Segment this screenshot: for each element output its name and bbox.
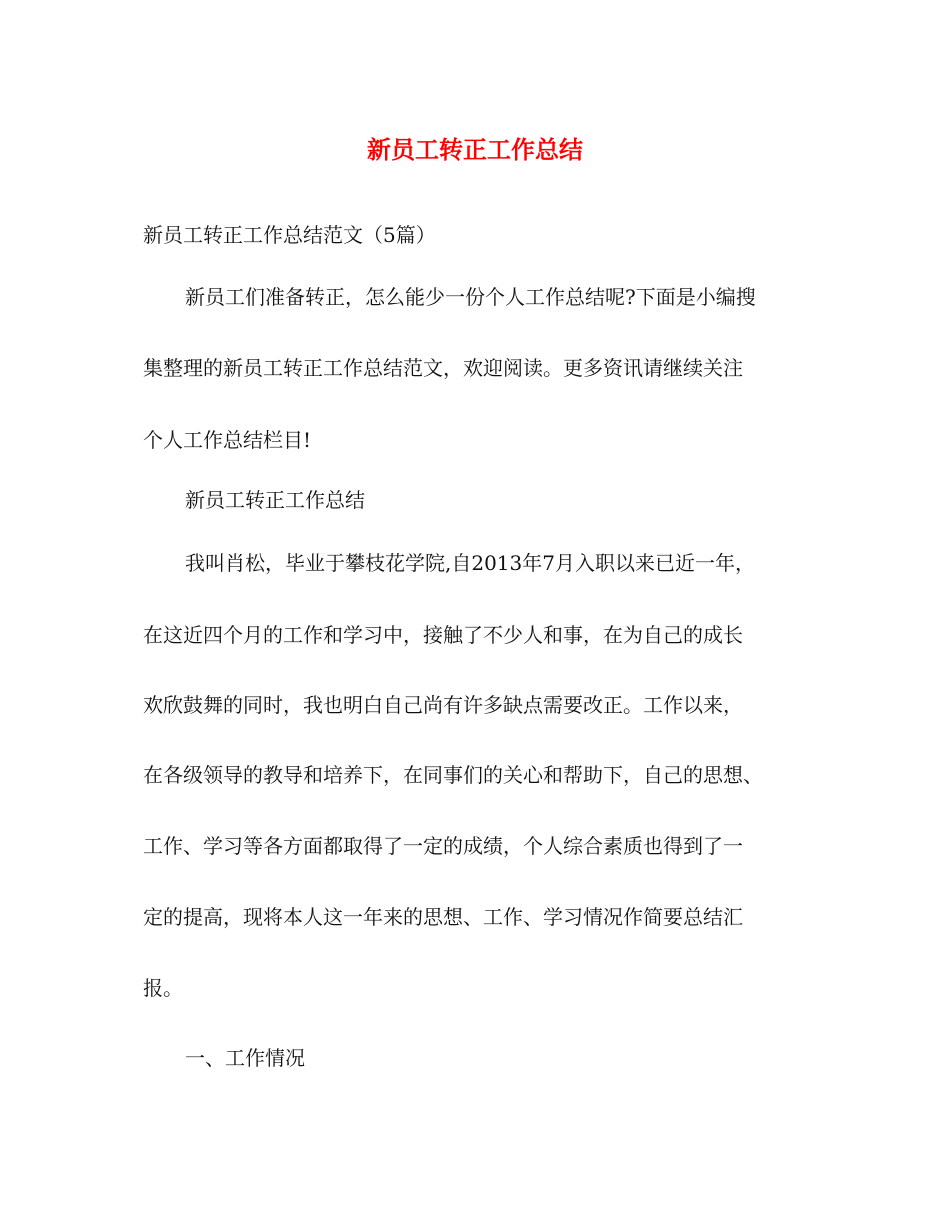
body-line-7: 报。 [143,976,183,1000]
subtitle-line: 新员工转正工作总结范文（5篇） [143,223,436,247]
body-line-2: 在这近四个月的工作和学习中，接触了不少人和事，在为自己的成长 [143,623,743,647]
intro-line-2: 集整理的新员工转正工作总结范文，欢迎阅读。更多资讯请继续关注 [143,356,743,380]
intro-line-1: 新员工们准备转正，怎么能少一份个人工作总结呢?下面是小编搜 [185,285,756,309]
subsection-heading: 一、工作情况 [185,1046,305,1070]
body-line-1: 我叫肖松，毕业于攀枝花学院,自2013年7月入职以来已近一年， [185,551,755,575]
section-heading: 新员工转正工作总结 [185,488,365,512]
intro-line-3: 个人工作总结栏目! [143,428,312,452]
body-line-5: 工作、学习等各方面都取得了一定的成绩，个人综合素质也得到了一 [143,834,743,858]
body-line-6: 定的提高，现将本人这一年来的思想、工作、学习情况作简要总结汇 [143,905,743,929]
body-line-3: 欢欣鼓舞的同时，我也明白自己尚有许多缺点需要改正。工作以来， [143,693,743,717]
body-line-4: 在各级领导的教导和培养下，在同事们的关心和帮助下，自己的思想、 [143,763,763,787]
document-title: 新员工转正工作总结 [367,135,583,164]
